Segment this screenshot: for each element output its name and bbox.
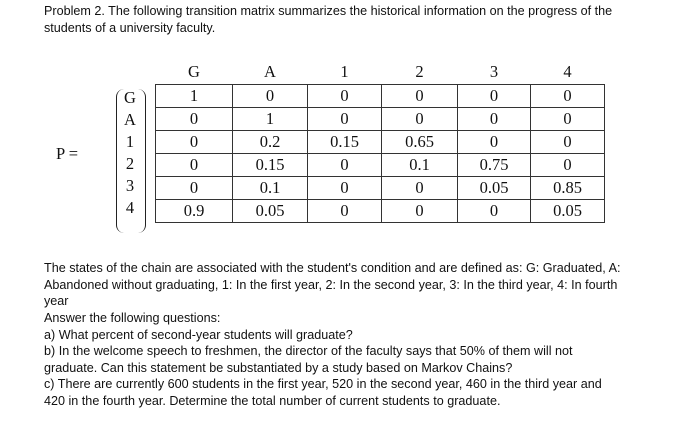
matrix-cell: 0 xyxy=(156,108,233,131)
question-line: c) There are currently 600 students in the first year, 520 in the second year, 460 in the third year and xyxy=(44,377,602,391)
row-label: 2 xyxy=(125,154,135,173)
matrix-cell: 0.15 xyxy=(233,154,308,177)
matrix-cell: 0 xyxy=(531,108,605,131)
column-header: 2 xyxy=(415,61,424,81)
matrix-cell: 0.2 xyxy=(233,131,308,154)
matrix-cell: 0.05 xyxy=(458,177,531,200)
matrix-cell: 0 xyxy=(308,200,382,223)
matrix-cell: 0 xyxy=(458,131,531,154)
row-label: 3 xyxy=(125,176,135,195)
matrix-cell: 0 xyxy=(531,85,605,108)
matrix-cell: 0 xyxy=(382,200,458,223)
matrix-cell: 0 xyxy=(156,131,233,154)
matrix-header-row xyxy=(156,59,605,85)
matrix-cell: 0 xyxy=(156,154,233,177)
matrix-cell: 0 xyxy=(382,85,458,108)
row-label: 1 xyxy=(125,132,135,151)
matrix-cell: 0 xyxy=(531,154,605,177)
state-description xyxy=(44,260,684,310)
matrix-cell: 0 xyxy=(156,177,233,200)
matrix-cell: 0.65 xyxy=(382,131,458,154)
matrix-cell: 0 xyxy=(233,85,308,108)
matrix-row xyxy=(156,154,605,177)
matrix-cell: 0.1 xyxy=(233,177,308,200)
column-header: 3 xyxy=(489,61,499,81)
row-label: G xyxy=(124,88,136,107)
question-line: b) In the welcome speech to freshmen, the director of the faculty says that 50% of them will not xyxy=(44,344,573,358)
matrix-cell: 0.85 xyxy=(531,177,605,200)
matrix-cell: 0 xyxy=(308,85,382,108)
row-label: 4 xyxy=(125,198,135,217)
matrix-row xyxy=(156,108,605,131)
matrix-cell: 0 xyxy=(308,177,382,200)
questions xyxy=(44,310,684,409)
column-header: A xyxy=(264,61,276,81)
matrix-cell: 0 xyxy=(458,85,531,108)
matrix-cell: 0 xyxy=(458,108,531,131)
matrix-cell: 0 xyxy=(458,200,531,223)
matrix-row-labels xyxy=(118,87,142,219)
matrix-cell: 1 xyxy=(233,108,308,131)
matrix-cell: 0 xyxy=(382,108,458,131)
row-label: A xyxy=(124,110,136,129)
column-header: 1 xyxy=(340,61,349,81)
matrix-cell: 0 xyxy=(308,108,382,131)
question-line: a) What percent of second-year students will graduate? xyxy=(44,327,353,342)
description-line: The states of the chain are associated with the student's condition and are defined as: G: Graduated, A: xyxy=(44,261,621,275)
matrix-row xyxy=(156,85,605,108)
description-line: Abandoned without graduating, 1: In the first year, 2: In the second year, 3: In the third year, 4: In fourth xyxy=(44,277,618,292)
matrix-cell: 0.1 xyxy=(382,154,458,177)
matrix-row xyxy=(156,200,605,223)
question-line: 420 in the fourth year. Determine the total number of current students to graduate. xyxy=(44,393,501,408)
intro-line: students of a university faculty. xyxy=(44,20,216,35)
matrix-table xyxy=(155,59,605,223)
matrix-cell: 0 xyxy=(308,154,382,177)
intro-line: Problem 2. The following transition matrix summarizes the historical information on the progress of the xyxy=(44,4,613,18)
column-header: G xyxy=(188,61,200,81)
matrix-cell: 0.05 xyxy=(531,200,605,223)
matrix-cell: 0 xyxy=(531,131,605,154)
matrix-cell: 0.05 xyxy=(233,200,308,223)
matrix-cell: 0.9 xyxy=(156,200,233,223)
matrix-cell: 0 xyxy=(382,177,458,200)
question-line: graduate. Can this statement be substantiated by a study based on Markov Chains? xyxy=(44,360,513,375)
matrix-label: P = xyxy=(56,144,78,163)
description-line: year xyxy=(44,294,69,308)
matrix-cell: 1 xyxy=(156,85,233,108)
matrix-row xyxy=(156,131,605,154)
question-line: Answer the following questions: xyxy=(44,311,221,325)
column-header: 4 xyxy=(563,61,572,81)
matrix-cell: 0.75 xyxy=(458,154,531,177)
matrix-row xyxy=(156,177,605,200)
matrix-cell: 0.15 xyxy=(308,131,382,154)
